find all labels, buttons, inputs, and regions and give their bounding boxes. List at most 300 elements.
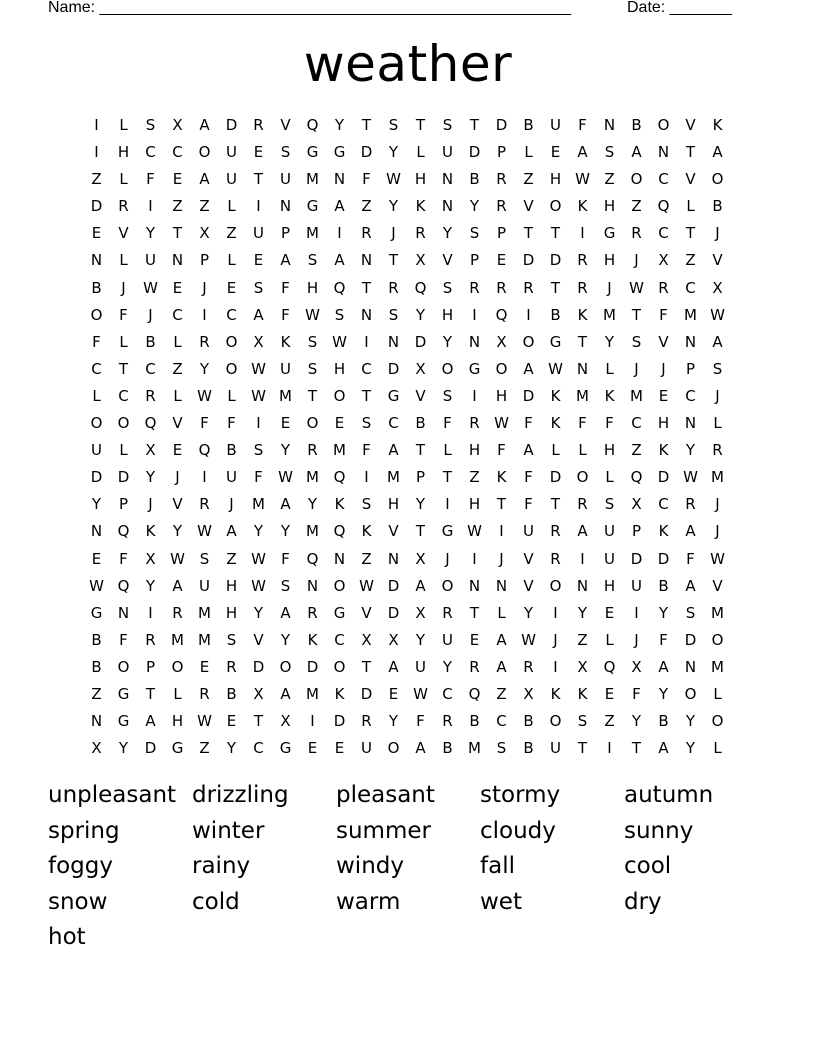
grid-letter: W (251, 576, 266, 595)
grid-letter: P (415, 468, 426, 487)
grid-letter: L (686, 197, 695, 216)
grid-letter: S (685, 603, 696, 622)
grid-letter: D (360, 143, 373, 162)
grid-letter: V (118, 224, 129, 243)
grid-letter: A (631, 143, 642, 162)
grid-letter: T (550, 495, 561, 514)
grid-letter: F (200, 414, 209, 433)
grid-letter: W (413, 684, 428, 703)
grid-letter: C (658, 495, 669, 514)
grid-letter: U (550, 116, 561, 134)
word-list-item: cold (192, 888, 240, 915)
grid-letter: M (711, 468, 724, 487)
grid-letter: R (469, 278, 480, 297)
grid-letter: Z (631, 441, 642, 460)
grid-letter: A (685, 522, 696, 541)
grid-letter: G (117, 712, 130, 731)
grid-letter: Q (495, 305, 508, 324)
grid-letter: O (441, 359, 454, 378)
grid-letter: D (360, 684, 373, 703)
grid-letter: M (306, 684, 319, 703)
grid-letter: W (629, 278, 644, 297)
grid-letter: E (199, 657, 210, 676)
grid-letter: K (577, 197, 588, 216)
grid-letter: K (307, 630, 318, 649)
grid-letter: I (148, 197, 153, 216)
grid-letter: F (146, 170, 155, 189)
grid-letter: G (306, 197, 319, 216)
grid-letter: T (469, 603, 480, 622)
grid-letter: G (171, 739, 184, 758)
grid-letter: I (607, 739, 612, 758)
grid-letter: Z (469, 468, 480, 487)
grid-letter: F (686, 549, 695, 568)
grid-letter: O (333, 576, 346, 595)
word-list-item: warm (336, 888, 401, 915)
grid-letter: Y (415, 630, 426, 649)
grid-letter: W (683, 468, 698, 487)
grid-letter: L (713, 739, 722, 758)
grid-letter: D (414, 332, 427, 351)
grid-letter: D (657, 468, 670, 487)
grid-letter: D (522, 251, 535, 270)
grid-letter: J (661, 359, 666, 378)
name-field-label: Name: _____________________________________________________ (48, 0, 572, 16)
grid-letter: B (145, 332, 156, 351)
grid-letter: R (496, 278, 507, 297)
grid-letter: M (198, 603, 211, 622)
word-list-item: sunny (624, 817, 694, 844)
grid-letter: R (361, 224, 372, 243)
grid-letter: V (712, 576, 723, 595)
grid-letter: B (91, 278, 102, 297)
grid-letter: D (333, 712, 346, 731)
grid-letter: R (550, 549, 561, 568)
grid-letter: A (280, 603, 291, 622)
header (48, 0, 748, 20)
grid-letter: Y (631, 712, 642, 731)
grid-letter: D (387, 603, 400, 622)
grid-letter: S (361, 414, 372, 433)
grid-letter: I (472, 305, 477, 324)
grid-letter: C (145, 359, 156, 378)
grid-letter: A (199, 170, 210, 189)
grid-letter: A (280, 495, 291, 514)
word-list-item: stormy (480, 782, 561, 808)
grid-letter: W (332, 332, 347, 351)
grid-letter: A (577, 143, 588, 162)
grid-letter: F (119, 630, 128, 649)
grid-letter: I (337, 224, 342, 243)
grid-letter: F (497, 441, 506, 460)
grid-letter: Y (253, 522, 264, 541)
grid-letter: C (658, 170, 669, 189)
grid-letter: U (604, 549, 615, 568)
grid-letter: O (549, 576, 562, 595)
grid-letter: L (605, 359, 614, 378)
grid-letter: S (334, 305, 345, 324)
grid-letter: N (495, 576, 508, 595)
grid-letter: T (469, 116, 480, 134)
grid-letter: O (90, 414, 103, 433)
grid-letter: X (145, 441, 156, 460)
grid-letter: U (280, 359, 291, 378)
grid-letter: A (334, 251, 345, 270)
grid-letter: W (305, 305, 320, 324)
grid-letter: P (145, 657, 156, 676)
grid-letter: I (580, 224, 585, 243)
grid-letter: G (117, 684, 130, 703)
grid-letter: H (495, 386, 508, 405)
grid-letter: O (576, 468, 589, 487)
grid-letter: X (712, 278, 723, 297)
grid-letter: R (523, 657, 534, 676)
grid-letter: S (307, 332, 318, 351)
grid-letter: N (576, 576, 589, 595)
grid-letter: K (577, 305, 588, 324)
grid-letter: S (442, 116, 453, 134)
grid-letter: L (119, 332, 128, 351)
grid-letter: R (577, 251, 588, 270)
grid-letter: B (469, 170, 480, 189)
grid-letter: A (172, 576, 183, 595)
grid-letter: I (580, 549, 585, 568)
grid-letter: S (604, 495, 615, 514)
grid-letter: Y (145, 576, 156, 595)
grid-letter: V (280, 116, 291, 134)
grid-letter: R (199, 684, 210, 703)
grid-letter: L (497, 603, 506, 622)
word-list-item: dry (624, 888, 662, 915)
grid-letter: P (469, 251, 480, 270)
grid-letter: F (281, 278, 290, 297)
grid-letter: V (253, 630, 264, 649)
word-search-grid (83, 112, 731, 762)
grid-letter: V (388, 522, 399, 541)
grid-letter: B (442, 739, 453, 758)
grid-letter: I (364, 332, 369, 351)
grid-letter: V (172, 414, 183, 433)
grid-letter: O (495, 359, 508, 378)
grid-letter: U (523, 522, 534, 541)
grid-letter: R (685, 495, 696, 514)
grid-letter: Y (334, 116, 345, 134)
grid-letter: Y (172, 522, 183, 541)
grid-letter: F (578, 414, 587, 433)
grid-letter: P (118, 495, 129, 514)
grid-letter: V (523, 549, 534, 568)
grid-letter: Y (469, 197, 480, 216)
grid-letter: V (442, 251, 453, 270)
grid-letter: I (553, 657, 558, 676)
word-list-item: summer (336, 817, 431, 844)
grid-letter: Y (280, 630, 291, 649)
grid-letter: C (658, 224, 669, 243)
grid-letter: I (94, 143, 99, 162)
grid-letter: N (576, 359, 589, 378)
grid-letter: A (253, 305, 264, 324)
grid-letter: Z (226, 224, 237, 243)
grid-letter: T (685, 143, 696, 162)
grid-letter: J (148, 495, 153, 514)
grid-letter: B (469, 712, 480, 731)
grid-letter: W (386, 170, 401, 189)
grid-letter: Q (630, 468, 643, 487)
grid-letter: D (630, 549, 643, 568)
grid-letter: Y (442, 657, 453, 676)
grid-letter: R (631, 224, 642, 243)
grid-letter: C (145, 143, 156, 162)
grid-letter: X (496, 332, 507, 351)
grid-letter: G (90, 603, 103, 622)
grid-letter: D (468, 143, 481, 162)
grid-letter: N (171, 251, 184, 270)
grid-letter: Q (144, 414, 157, 433)
grid-letter: Y (253, 603, 264, 622)
grid-letter: D (225, 116, 238, 134)
grid-letter: H (387, 495, 400, 514)
grid-letter: G (468, 359, 481, 378)
grid-letter: R (577, 495, 588, 514)
word-list-item: pleasant (336, 782, 435, 808)
grid-letter: W (710, 549, 725, 568)
grid-letter: E (604, 603, 615, 622)
grid-letter: T (685, 224, 696, 243)
grid-letter: C (172, 143, 183, 162)
grid-letter: T (307, 386, 318, 405)
grid-letter: D (549, 468, 562, 487)
grid-letter: F (254, 468, 263, 487)
grid-letter: Z (604, 712, 615, 731)
word-list-item: drizzling (192, 782, 289, 808)
grid-letter: F (659, 630, 668, 649)
grid-letter: M (630, 386, 643, 405)
grid-letter: Y (226, 739, 237, 758)
grid-letter: Z (523, 170, 534, 189)
grid-letter: B (631, 116, 642, 134)
grid-letter: L (605, 630, 614, 649)
grid-letter: B (226, 684, 237, 703)
grid-letter: T (631, 739, 642, 758)
grid-letter: K (712, 116, 723, 134)
grid-letter: G (549, 332, 562, 351)
grid-letter: J (715, 495, 720, 514)
grid-letter: T (523, 224, 534, 243)
grid-letter: L (524, 143, 533, 162)
grid-letter: J (121, 278, 126, 297)
grid-letter: I (94, 116, 99, 134)
grid-letter: O (198, 143, 211, 162)
grid-letter: E (307, 739, 318, 758)
grid-letter: S (496, 739, 507, 758)
grid-letter: S (253, 441, 264, 460)
grid-letter: U (91, 441, 102, 460)
word-list-item: spring (48, 817, 120, 844)
grid-letter: M (603, 305, 616, 324)
grid-letter: O (90, 305, 103, 324)
grid-letter: O (117, 414, 130, 433)
grid-letter: F (119, 305, 128, 324)
grid-letter: Y (577, 603, 588, 622)
grid-letter: U (226, 468, 237, 487)
grid-letter: J (715, 224, 720, 243)
grid-letter: W (575, 170, 590, 189)
grid-letter: I (499, 522, 504, 541)
grid-letter: A (712, 332, 723, 351)
grid-letter: N (333, 549, 346, 568)
grid-letter: E (604, 684, 615, 703)
grid-letter: J (148, 305, 153, 324)
grid-letter: I (553, 603, 558, 622)
grid-letter: E (334, 739, 345, 758)
grid-letter: T (631, 305, 642, 324)
grid-letter: W (197, 712, 212, 731)
grid-letter: H (603, 251, 616, 270)
grid-letter: R (658, 278, 669, 297)
word-list-item: autumn (624, 782, 714, 808)
grid-letter: N (360, 251, 373, 270)
grid-letter: S (388, 305, 399, 324)
grid-letter: W (89, 576, 104, 595)
grid-letter: Z (604, 170, 615, 189)
grid-letter: J (445, 549, 450, 568)
grid-letter: B (658, 576, 669, 595)
grid-letter: A (496, 657, 507, 676)
grid-letter: I (202, 305, 207, 324)
word-list-item: unpleasant (48, 782, 177, 808)
grid-letter: J (202, 278, 207, 297)
grid-letter: J (634, 359, 639, 378)
grid-letter: W (251, 386, 266, 405)
grid-letter: W (710, 305, 725, 324)
grid-letter: O (657, 116, 670, 134)
grid-letter: L (119, 170, 128, 189)
grid-letter: R (550, 522, 561, 541)
grid-letter: O (333, 657, 346, 676)
grid-letter: K (658, 441, 669, 460)
grid-letter: P (496, 143, 507, 162)
grid-letter: Y (658, 603, 669, 622)
grid-letter: W (251, 359, 266, 378)
grid-letter: X (577, 657, 588, 676)
grid-letter: T (415, 522, 426, 541)
grid-letter: X (388, 630, 399, 649)
grid-letter: M (711, 657, 724, 676)
grid-letter: U (280, 170, 291, 189)
grid-letter: H (549, 170, 562, 189)
grid-letter: Q (333, 522, 346, 541)
grid-letter: Y (415, 305, 426, 324)
grid-letter: A (577, 522, 588, 541)
word-list-item: hot (48, 924, 86, 950)
grid-letter: T (145, 684, 156, 703)
grid-letter: C (91, 359, 102, 378)
grid-letter: Y (280, 522, 291, 541)
grid-letter: D (306, 657, 319, 676)
grid-letter: M (252, 495, 265, 514)
grid-letter: N (387, 332, 400, 351)
grid-letter: X (199, 224, 210, 243)
grid-letter: A (685, 576, 696, 595)
grid-letter: H (603, 441, 616, 460)
grid-letter: R (145, 386, 156, 405)
grid-letter: X (415, 549, 426, 568)
grid-letter: W (170, 549, 185, 568)
grid-letter: O (549, 197, 562, 216)
grid-letter: R (307, 441, 318, 460)
grid-letter: W (251, 549, 266, 568)
grid-letter: N (684, 657, 697, 676)
grid-letter: I (634, 603, 639, 622)
grid-letter: G (279, 739, 292, 758)
grid-letter: X (253, 684, 264, 703)
grid-letter: C (631, 414, 642, 433)
grid-letter: T (172, 224, 183, 243)
grid-letter: A (145, 712, 156, 731)
grid-letter: Q (657, 197, 670, 216)
grid-letter: H (333, 359, 346, 378)
grid-letter: O (711, 630, 724, 649)
grid-letter: K (604, 386, 615, 405)
grid-letter: U (226, 170, 237, 189)
grid-letter: E (280, 414, 291, 433)
grid-letter: N (468, 576, 481, 595)
grid-letter: O (522, 332, 535, 351)
grid-letter: X (361, 630, 372, 649)
grid-letter: E (253, 143, 264, 162)
grid-letter: Z (172, 197, 183, 216)
grid-letter: B (523, 712, 534, 731)
grid-letter: N (684, 332, 697, 351)
grid-letter: A (388, 441, 399, 460)
grid-letter: R (469, 657, 480, 676)
grid-letter: S (280, 576, 291, 595)
grid-letter: N (657, 143, 670, 162)
grid-letter: T (388, 251, 399, 270)
grid-letter: Z (577, 630, 588, 649)
grid-letter: W (278, 468, 293, 487)
grid-letter: M (171, 630, 184, 649)
grid-letter: P (496, 224, 507, 243)
grid-letter: B (523, 739, 534, 758)
grid-letter: X (172, 116, 183, 134)
grid-letter: X (253, 332, 264, 351)
grid-letter: B (415, 414, 426, 433)
grid-letter: R (307, 603, 318, 622)
grid-letter: U (253, 224, 264, 243)
grid-letter: L (119, 251, 128, 270)
grid-letter: X (415, 603, 426, 622)
grid-letter: T (496, 495, 507, 514)
grid-letter: M (684, 305, 697, 324)
grid-letter: Y (685, 712, 696, 731)
grid-letter: T (415, 441, 426, 460)
grid-letter: Z (199, 739, 210, 758)
grid-letter: H (414, 170, 427, 189)
grid-letter: W (494, 414, 509, 433)
grid-letter: E (388, 684, 399, 703)
grid-letter: D (684, 630, 697, 649)
grid-letter: H (117, 143, 130, 162)
grid-letter: N (117, 603, 130, 622)
grid-letter: X (631, 657, 642, 676)
grid-letter: W (467, 522, 482, 541)
grid-letter: R (712, 441, 723, 460)
grid-letter: U (550, 739, 561, 758)
grid-letter: N (90, 251, 103, 270)
grid-letter: E (550, 143, 561, 162)
grid-letter: M (576, 386, 589, 405)
